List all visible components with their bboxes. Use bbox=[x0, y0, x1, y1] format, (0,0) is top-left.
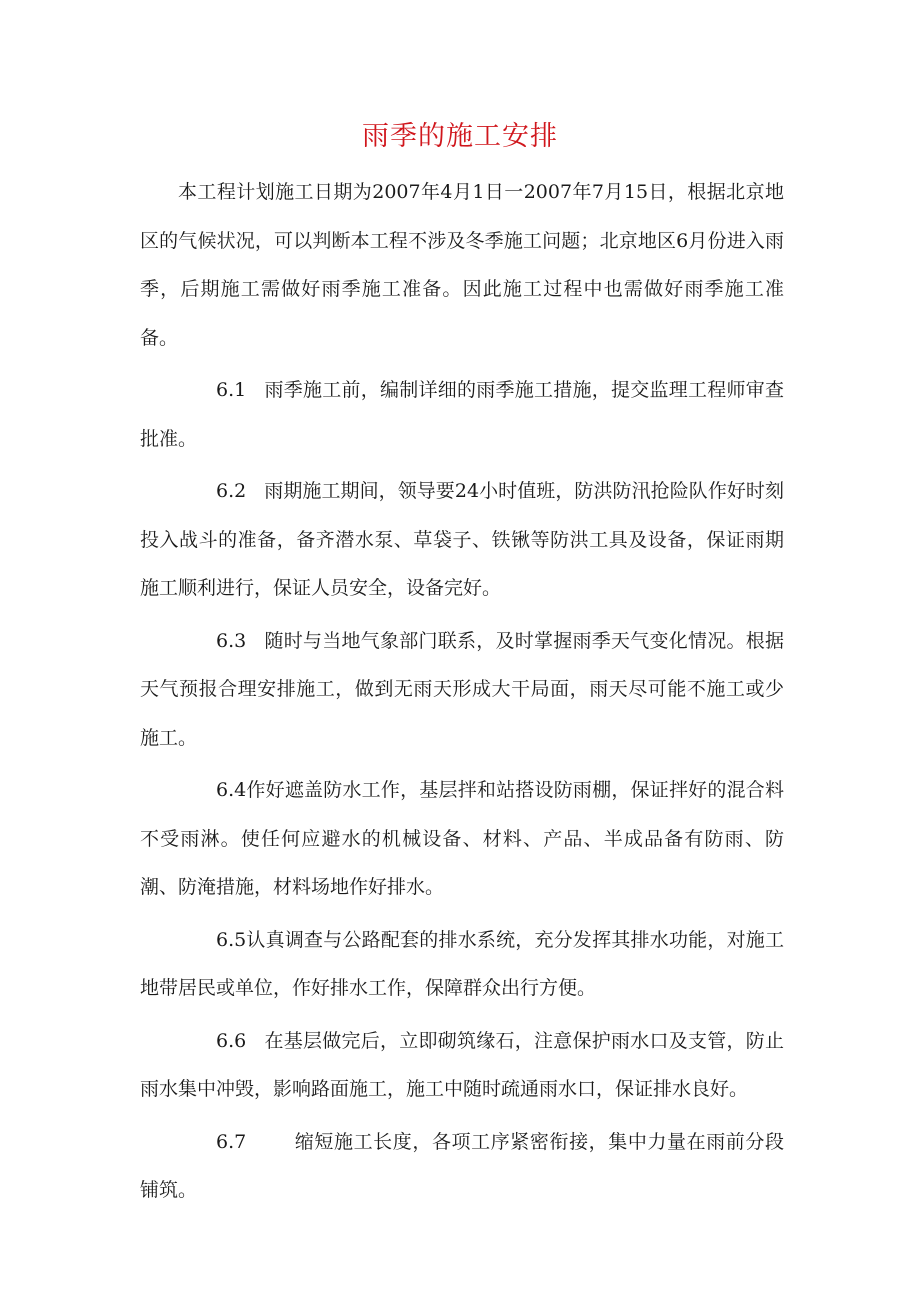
item-text: 缩短施工长度，各项工序紧密衔接，集中力量在雨前分段铺筑。 bbox=[140, 1130, 784, 1201]
item-6-2 bbox=[140, 467, 784, 613]
item-number: 6.1 bbox=[216, 379, 247, 401]
item-text: 作好遮盖防水工作，基层拌和站搭设防雨棚，保证拌好的混合料不受雨淋。使任何应避水的机械设备、材料、产品、半成品备有防雨、防潮、防淹措施，材料场地作好排水。 bbox=[140, 779, 784, 898]
intro-paragraph: 本工程计划施工日期为2007年4月1日一2007年7月15日，根据北京地区的气候状况，可以判断本工程不涉及冬季施工问题；北京地区6月份进入雨季，后期施工需做好雨季施工准备。因此施工过程中也需做好雨季施工准备。 bbox=[140, 181, 784, 349]
item-6-7 bbox=[140, 1118, 784, 1215]
item-text: 在基层做完后，立即砌筑缘石，注意保护雨水口及支管，防止雨水集中冲毁，影响路面施工，施工中随时疏通雨水口，保证排水良好。 bbox=[140, 1029, 784, 1100]
item-6-3 bbox=[140, 617, 784, 763]
document-title: 雨季的施工安排 bbox=[362, 121, 558, 152]
item-text: 雨期施工期间，领导要24小时值班，防洪防汛抢险队作好时刻投入战斗的准备，备齐潜水泵、草袋子、铁锹等防洪工具及设备，保证雨期施工顺利进行，保证人员安全，设备完好。 bbox=[140, 480, 784, 599]
item-6-1 bbox=[140, 366, 784, 463]
item-number: 6.4 bbox=[216, 779, 247, 801]
item-number: 6.6 bbox=[216, 1029, 247, 1052]
item-text: 雨季施工前，编制详细的雨季施工措施，提交监理工程师审查批准。 bbox=[140, 379, 784, 450]
item-6-6 bbox=[140, 1017, 784, 1114]
item-number: 6.5 bbox=[216, 928, 247, 951]
item-text: 随时与当地气象部门联系，及时掌握雨季天气变化情况。根据天气预报合理安排施工，做到无雨天形成大干局面，雨天尽可能不施工或少施工。 bbox=[140, 629, 784, 749]
item-6-5 bbox=[140, 916, 784, 1013]
item-number: 6.2 bbox=[216, 480, 247, 502]
item-6-4 bbox=[140, 766, 784, 912]
document-body bbox=[140, 168, 784, 1215]
item-text: 认真调查与公路配套的排水系统，充分发挥其排水功能，对施工地带居民或单位，作好排水工作，保障群众出行方便。 bbox=[140, 928, 784, 999]
item-number: 6.3 bbox=[216, 629, 247, 652]
item-number: 6.7 bbox=[216, 1130, 247, 1153]
